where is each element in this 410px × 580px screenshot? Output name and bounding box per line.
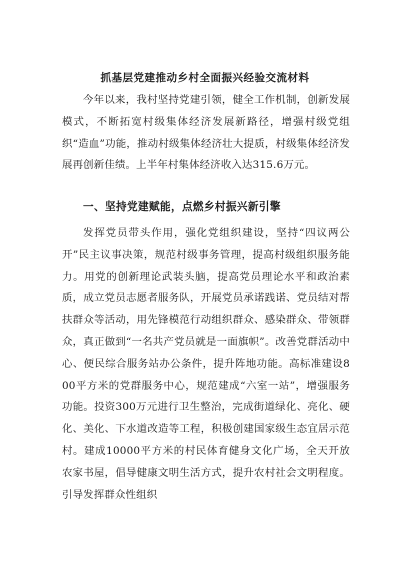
document-title: 抓基层党建推动乡村全面振兴经验交流材料 <box>100 72 310 84</box>
section-heading: 一、坚持党建赋能，点燃乡村振兴新引擎 <box>83 201 281 213</box>
intro-paragraph: 今年以来，我村坚持党建引领，健全工作机制，创新发展模式，不断拓宽村级集体经济发展新路径，增强村级党组织“造血”功能，推动村级集体经济壮大提质，村级集体经济发展再创新佳绩。上半年村集体经济收入达315.6万元。 <box>62 94 350 172</box>
section-paragraph: 发挥党员带头作用，强化党组织建设，坚持“四议两公开”民主议事决策，规范村级事务管理，提高村级组织服务能力。用党的创新理论武装头脑，提高党员理论水平和政治素质，成立党员志愿者服务队，开展党员承诺践诺、党员结对帮扶群众等活动，用先锋模范行动组织群众、感染群众、带领群众，真正做到“一名共产党员就是一面旗帜”。改善党群活动中心、便民综合服务站办公条件，提升阵地功能。高标准建设800平方米的党群服务中心，规范建成“六室一站”，增强服务功能。投资300万元进行卫生整治，完成街道绿化、亮化、硬化、美化、下水道改造等工程，积极创建国家级生态宜居示范村。建成10000平方米的村民体育健身文化广场，全天开放农家书屋，倡导健康文明生活方式，提升农村社会文明程度。引导发挥群众性组织 <box>62 227 350 501</box>
